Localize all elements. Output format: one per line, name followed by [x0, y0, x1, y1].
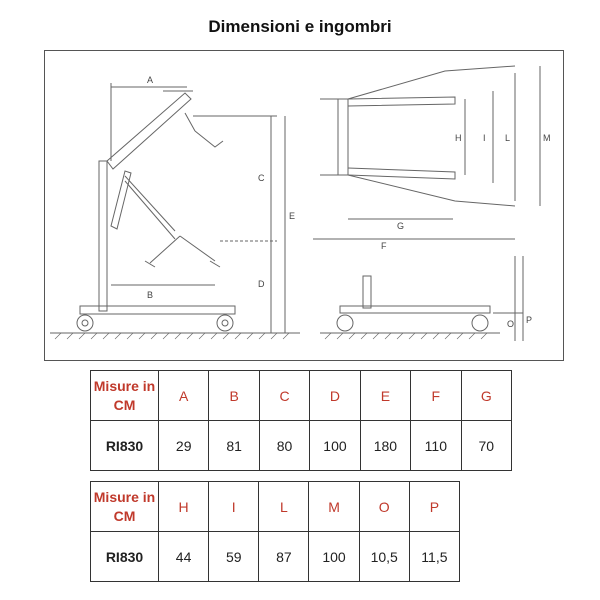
col-header-d: D	[310, 371, 360, 421]
spreader-raised	[185, 113, 223, 147]
model-name: RI830	[91, 421, 159, 471]
lift-diagram	[45, 51, 565, 362]
value-f: 110	[411, 421, 461, 471]
value-p: 11,5	[409, 532, 459, 582]
dim-label-f: F	[381, 241, 387, 251]
col-header-f: F	[411, 371, 461, 421]
technical-drawing	[44, 50, 564, 361]
top-view-legs-open	[348, 66, 515, 206]
col-header-g: G	[461, 371, 511, 421]
table-header-label: Misure in CM	[91, 482, 159, 532]
col-header-m: M	[309, 482, 359, 532]
col-header-h: H	[159, 482, 209, 532]
table-header-label: Misure in CM	[91, 371, 159, 421]
value-d: 100	[310, 421, 360, 471]
dimensions-table-2	[90, 481, 460, 582]
value-i: 59	[209, 532, 259, 582]
dim-label-b: B	[147, 290, 154, 300]
dim-label-a: A	[147, 75, 154, 85]
dim-label-i: I	[483, 133, 486, 143]
dim-label-o: O	[507, 319, 515, 329]
front-wheel-right	[337, 315, 353, 331]
rear-wheel-left	[217, 315, 233, 331]
value-h: 44	[159, 532, 209, 582]
value-m: 100	[309, 532, 359, 582]
col-header-o: O	[359, 482, 409, 532]
value-g: 70	[461, 421, 511, 471]
rear-wheel-right	[472, 315, 488, 331]
col-header-l: L	[259, 482, 309, 532]
dim-label-m: M	[543, 133, 551, 143]
front-wheel-left	[77, 315, 93, 331]
ground-hatch-right	[325, 333, 487, 339]
col-header-p: P	[409, 482, 459, 532]
value-e: 180	[360, 421, 410, 471]
value-o: 10,5	[359, 532, 409, 582]
dim-label-g: G	[397, 221, 405, 231]
col-header-c: C	[259, 371, 309, 421]
model-name: RI830	[91, 532, 159, 582]
dim-label-p: P	[526, 315, 533, 325]
ground-hatch-left	[55, 333, 289, 339]
value-a: 29	[159, 421, 209, 471]
spreader-lowered	[145, 236, 220, 267]
dim-label-l: L	[505, 133, 511, 143]
dimensions-table-1	[90, 370, 512, 471]
lift-boom	[107, 93, 191, 169]
col-header-b: B	[209, 371, 259, 421]
dim-label-c: C	[258, 173, 265, 183]
lift-base	[80, 306, 235, 314]
lift-mast	[99, 161, 107, 311]
top-view-leg-upper	[348, 97, 455, 106]
col-header-a: A	[159, 371, 209, 421]
value-l: 87	[259, 532, 309, 582]
col-header-i: I	[209, 482, 259, 532]
dim-label-d: D	[258, 279, 265, 289]
col-header-e: E	[360, 371, 410, 421]
side-view-mast	[363, 276, 371, 308]
dim-label-h: H	[455, 133, 462, 143]
dim-label-e: E	[289, 211, 296, 221]
value-c: 80	[259, 421, 309, 471]
page-title: Dimensioni e ingombri	[208, 17, 392, 36]
top-view-mast	[338, 99, 348, 175]
top-view-leg-lower	[348, 168, 455, 179]
value-b: 81	[209, 421, 259, 471]
